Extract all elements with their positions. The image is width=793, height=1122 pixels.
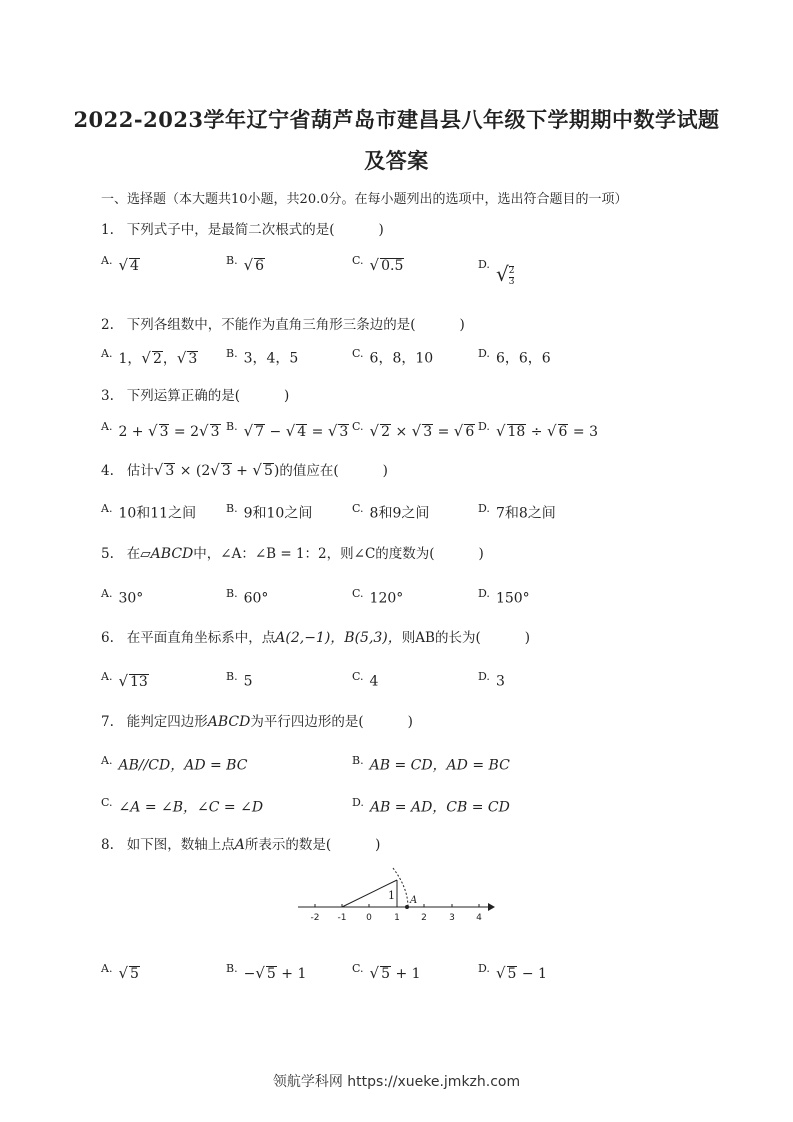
tick-label-1: 1 bbox=[394, 913, 400, 923]
q5-option-d[interactable]: $^{D.}$ 150° bbox=[478, 587, 530, 607]
q6-option-a[interactable]: $^{A.}$ √ 13 bbox=[101, 670, 148, 690]
q1-option-c[interactable]: $^{C.}$ √ 0.5 bbox=[352, 254, 404, 274]
q3-option-b[interactable]: $^{B.}$ √ 7 − √ 4 = √ 3 bbox=[226, 420, 349, 440]
q2-option-b[interactable]: $^{B.}$ 3，4，5 bbox=[226, 347, 299, 367]
q7-option-c[interactable]: $^{C.}$ ∠A = ∠B，∠C = ∠D bbox=[101, 796, 264, 816]
question-6: 6. 在平面直角坐标系中，点A(2,−1)，B(5,3)，则AB的长为( ) bbox=[101, 630, 530, 646]
document-title-line1: 2022-2023学年辽宁省葫芦岛市建昌县八年级下学期期中数学试题 bbox=[73, 107, 720, 132]
question-3: 3. 下列运算正确的是( ) bbox=[101, 388, 290, 404]
q1-option-b[interactable]: $^{B.}$ √ 6 bbox=[226, 254, 265, 274]
q4-option-c[interactable]: $^{C.}$ 8和9之间 bbox=[352, 502, 430, 522]
tick-label-4: 4 bbox=[476, 913, 482, 923]
q2-option-d[interactable]: $^{D.}$ 6，6，6 bbox=[478, 347, 551, 367]
q4-option-b[interactable]: $^{B.}$ 9和10之间 bbox=[226, 502, 313, 522]
q3-option-c[interactable]: $^{C.}$ √ 2 × √ 3 = √ 6 bbox=[352, 420, 475, 440]
footer-watermark: 领航学科网 https://xueke.jmkzh.com bbox=[272, 1074, 521, 1090]
number-line-figure bbox=[290, 860, 505, 930]
question-4: 4. 估计√ 3 × (2√ 3 + √ 5)的值应在( ) bbox=[101, 461, 388, 479]
q7-option-d[interactable]: $^{D.}$ AB = AD，CB = CD bbox=[352, 796, 510, 816]
tick-label-neg1: -1 bbox=[337, 913, 347, 923]
q1-option-a[interactable]: $^{A.}$ √ 4 bbox=[101, 254, 139, 274]
q6-option-c[interactable]: $^{C.}$ 4 bbox=[352, 670, 379, 690]
q2-option-a[interactable]: $^{A.}$ 1，√ 2，√ 3 bbox=[101, 347, 198, 367]
document-title-line2: 及答案 bbox=[364, 148, 429, 173]
tick-label-0: 0 bbox=[366, 913, 372, 923]
q1-option-d[interactable]: $^{D.}$ √ $\frac{2}{3}$ bbox=[478, 257, 515, 287]
question-1: 1. 下列式子中，是最简二次根式的是( ) bbox=[101, 222, 384, 238]
question-5: 5. 在▱ABCD中，∠A：∠B = 1：2，则∠C的度数为( ) bbox=[101, 546, 484, 562]
q4-option-a[interactable]: $^{A.}$ 10和11之间 bbox=[101, 502, 197, 522]
q8-option-c[interactable]: $^{C.}$ √ 5 + 1 bbox=[352, 962, 421, 982]
point-a-label: A bbox=[410, 895, 418, 906]
q5-option-c[interactable]: $^{C.}$ 120° bbox=[352, 587, 404, 607]
question-8: 8. 如下图，数轴上点A所表示的数是( ) bbox=[101, 837, 381, 853]
q8-option-b[interactable]: $^{B.}$ −√ 5 + 1 bbox=[226, 962, 307, 982]
q7-option-a[interactable]: $^{A.}$ AB//CD，AD = BC bbox=[101, 754, 248, 774]
tick-label-3: 3 bbox=[449, 913, 455, 923]
q2-option-c[interactable]: $^{C.}$ 6，8，10 bbox=[352, 347, 434, 367]
q8-option-d[interactable]: $^{D.}$ √ 5 − 1 bbox=[478, 962, 547, 982]
q5-option-a[interactable]: $^{A.}$ 30° bbox=[101, 587, 144, 607]
tick-label-neg2: -2 bbox=[310, 913, 320, 923]
question-7: 7. 能判定四边形ABCD为平行四边形的是( ) bbox=[101, 714, 413, 730]
q3-option-a[interactable]: $^{A.}$ 2 + √ 3 = 2√ 3 bbox=[101, 420, 220, 440]
q7-option-b[interactable]: $^{B.}$ AB = CD，AD = BC bbox=[352, 754, 510, 774]
q5-option-b[interactable]: $^{B.}$ 60° bbox=[226, 587, 269, 607]
tick-label-2: 2 bbox=[421, 913, 427, 923]
side-length-label: 1 bbox=[388, 889, 395, 902]
q3-option-d[interactable]: $^{D.}$ √ 18 ÷ √ 6 = 3 bbox=[478, 420, 598, 440]
q6-option-b[interactable]: $^{B.}$ 5 bbox=[226, 670, 253, 690]
question-2: 2. 下列各组数中，不能作为直角三角形三条边的是( ) bbox=[101, 317, 465, 333]
q8-option-a[interactable]: $^{A.}$ √ 5 bbox=[101, 962, 139, 982]
q4-option-d[interactable]: $^{D.}$ 7和8之间 bbox=[478, 502, 556, 522]
section-heading: 一、选择题（本大题共10小题，共20.0分。在每小题列出的选项中，选出符合题目的一项） bbox=[101, 192, 628, 207]
q6-option-d[interactable]: $^{D.}$ 3 bbox=[478, 670, 505, 690]
